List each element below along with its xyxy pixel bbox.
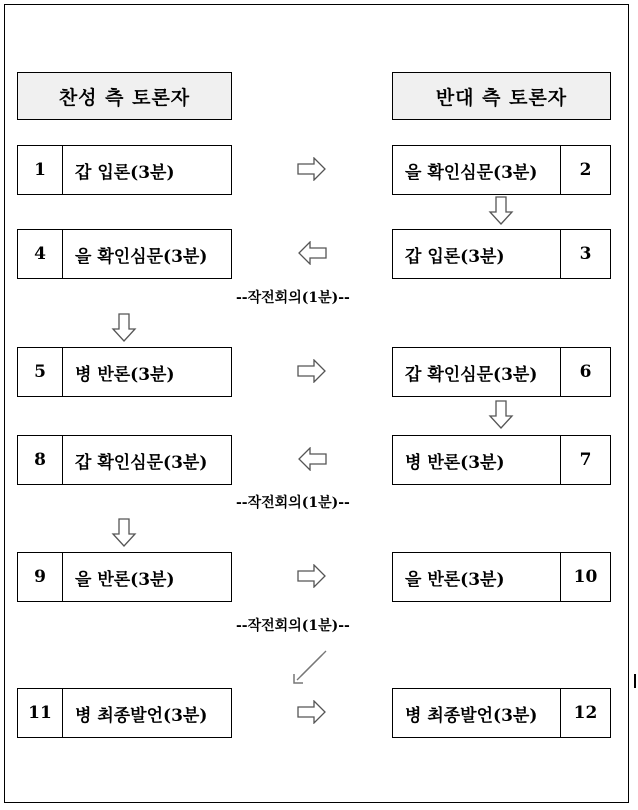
step-box-11 (17, 688, 232, 738)
left-arrow-icon (297, 447, 327, 471)
step-box-7 (392, 435, 611, 485)
step-label: 병 반론(3분) (75, 364, 175, 385)
strategy-meeting-2: --작전회의(1분)-- (236, 495, 350, 511)
down-arrow-icon (111, 313, 137, 343)
step-number: 6 (560, 348, 610, 396)
step-number: 9 (18, 553, 63, 601)
con-side-header-label: 반대 측 토론자 (435, 86, 568, 109)
right-arrow-icon (297, 700, 327, 724)
step-label: 갑 입론(3분) (75, 162, 175, 183)
step-label: 갑 확인심문(3분) (405, 364, 538, 385)
step-number: 10 (560, 553, 610, 601)
step-box-4 (17, 229, 232, 279)
step-label: 병 최종발언(3분) (75, 705, 208, 726)
right-arrow-icon (297, 359, 327, 383)
step-box-10 (392, 552, 611, 602)
down-arrow-icon (488, 196, 514, 226)
step-number: 8 (18, 436, 63, 484)
step-box-12 (392, 688, 611, 738)
left-arrow-icon (297, 241, 327, 265)
step-box-8 (17, 435, 232, 485)
strategy-meeting-1: --작전회의(1분)-- (236, 290, 350, 306)
step-box-2 (392, 145, 611, 195)
down-arrow-icon (488, 400, 514, 430)
diagonal-arrow-icon (292, 650, 330, 686)
step-number: 7 (560, 436, 610, 484)
step-label: 을 확인심문(3분) (405, 162, 538, 183)
step-number: 4 (18, 230, 63, 278)
step-label: 갑 확인심문(3분) (75, 452, 208, 473)
step-number: 11 (18, 689, 63, 737)
right-arrow-icon (297, 157, 327, 181)
strategy-meeting-3: --작전회의(1분)-- (236, 618, 350, 634)
step-box-3 (392, 229, 611, 279)
con-side-header (392, 72, 611, 120)
pro-side-header (17, 72, 232, 120)
right-arrow-icon (297, 564, 327, 588)
step-label: 병 최종발언(3분) (405, 705, 538, 726)
step-number: 12 (560, 689, 610, 737)
step-number: 1 (18, 146, 63, 194)
step-number: 3 (560, 230, 610, 278)
step-label: 을 반론(3분) (75, 569, 175, 590)
down-arrow-icon (111, 518, 137, 548)
step-number: 2 (560, 146, 610, 194)
step-box-1 (17, 145, 232, 195)
step-box-9 (17, 552, 232, 602)
step-box-5 (17, 347, 232, 397)
step-label: 갑 입론(3분) (405, 246, 505, 267)
step-number: 5 (18, 348, 63, 396)
step-label: 병 반론(3분) (405, 452, 505, 473)
step-box-6 (392, 347, 611, 397)
text-cursor (634, 674, 636, 688)
step-label: 을 확인심문(3분) (75, 246, 208, 267)
pro-side-header-label: 찬성 측 토론자 (58, 86, 191, 109)
step-label: 을 반론(3분) (405, 569, 505, 590)
